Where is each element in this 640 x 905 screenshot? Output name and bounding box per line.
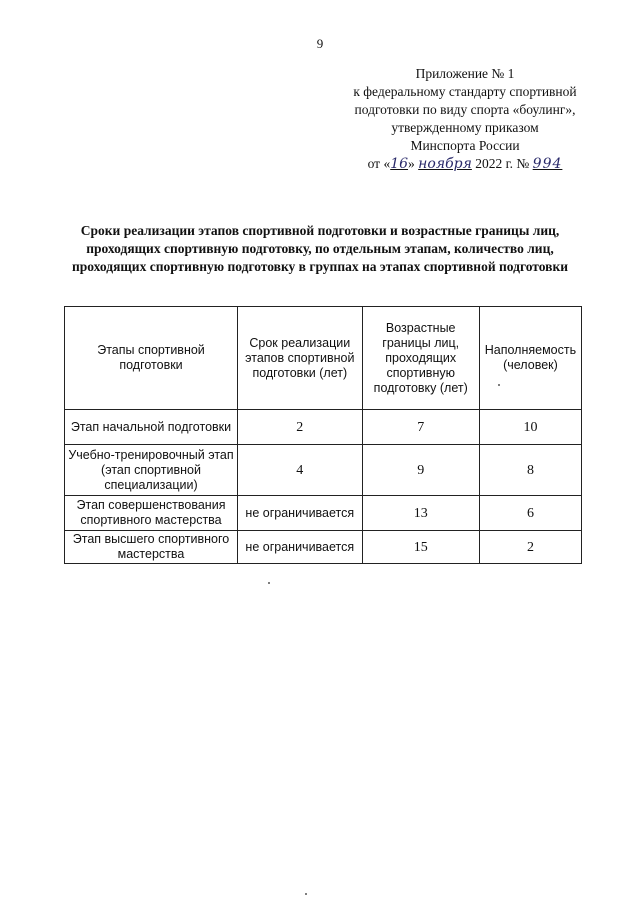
order-day-handwritten: 16 [390, 156, 409, 172]
cell-duration: не ограничивается [238, 496, 363, 531]
appendix-line: Минспорта России [410, 138, 520, 153]
order-number-handwritten: 994 [532, 156, 563, 172]
cell-age: 15 [362, 531, 479, 564]
appendix-line: утвержденному приказом [391, 120, 539, 135]
scan-speck [268, 582, 270, 584]
appendix-block [330, 65, 600, 173]
table-header-row [65, 307, 582, 410]
table-row [65, 531, 582, 564]
header-age-limits: Возрастные границы лиц, проходящих спортивную подготовку (лет) [362, 307, 479, 410]
stages-table [64, 306, 582, 564]
header-stages: Этапы спортивной подготовки [65, 307, 238, 410]
appendix-line: подготовки по виду спорта «боулинг», [354, 102, 576, 117]
cell-size: 2 [479, 531, 581, 564]
table-row [65, 496, 582, 531]
appendix-line: к федеральному стандарту спортивной [353, 84, 577, 99]
cell-duration: не ограничивается [238, 531, 363, 564]
order-mid: » [408, 156, 415, 171]
table-row [65, 445, 582, 496]
order-month-handwritten: ноября [418, 156, 472, 172]
cell-size: 10 [479, 410, 581, 445]
cell-stage: Этап начальной подготовки [65, 410, 238, 445]
scan-speck [498, 384, 500, 386]
scan-speck [305, 893, 307, 895]
cell-stage: Учебно-тренировочный этап (этап спортивной специализации) [65, 445, 238, 496]
order-prefix: от « [367, 156, 391, 171]
order-date-line [330, 155, 600, 173]
order-year: 2022 г. № [475, 156, 530, 171]
cell-size: 6 [479, 496, 581, 531]
header-group-size: Наполняемость (человек) [479, 307, 581, 410]
header-duration: Срок реализации этапов спортивной подготовки (лет) [238, 307, 363, 410]
appendix-line: Приложение № 1 [415, 66, 515, 81]
cell-duration: 2 [238, 410, 363, 445]
table-row [65, 410, 582, 445]
cell-size: 8 [479, 445, 581, 496]
page-number: 9 [316, 36, 324, 51]
document-title: Сроки реализации этапов спортивной подготовки и возрастные границы лиц, проходящих спортивную подготовку, по отдельным этапам, количество лиц, проходящих спортивную подготовку в группах на этапах спортивной подготовки [71, 223, 569, 274]
cell-stage: Этап высшего спортивного мастерства [65, 531, 238, 564]
cell-age: 13 [362, 496, 479, 531]
cell-age: 9 [362, 445, 479, 496]
cell-stage: Этап совершенствования спортивного мастерства [65, 496, 238, 531]
cell-duration: 4 [238, 445, 363, 496]
cell-age: 7 [362, 410, 479, 445]
